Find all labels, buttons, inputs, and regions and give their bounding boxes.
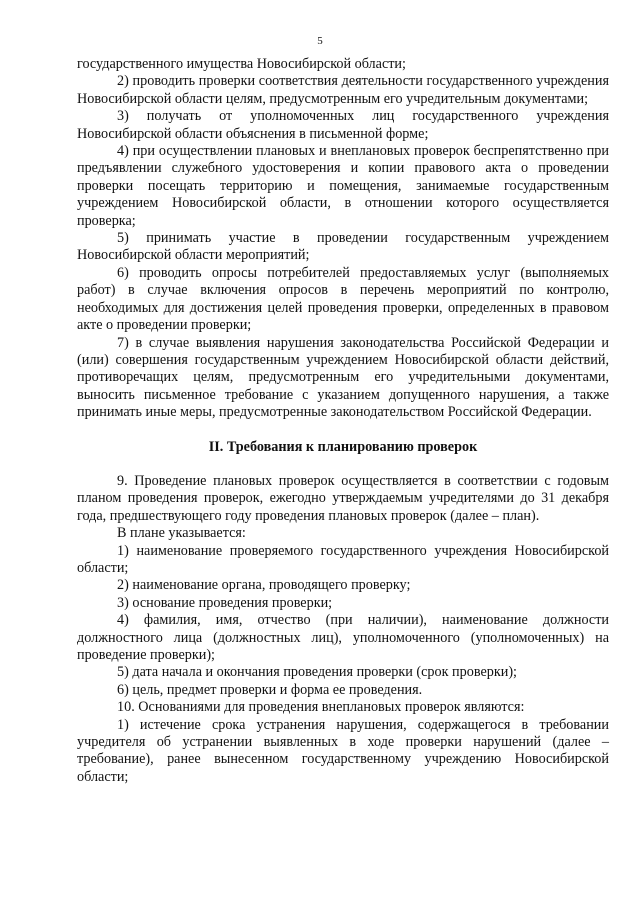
paragraph: 6) цель, предмет проверки и форма ее проведения. xyxy=(117,681,423,698)
paragraph: В плане указывается: xyxy=(117,525,246,542)
paragraphs-after-section xyxy=(77,473,609,786)
paragraph: 1) истечение срока устранения нарушения, содержащегося в требовании учредителя об устранении выявленных в ходе проверки нарушений (далее – требование), ранее вынесенном государственному учреждению Новосибирской области; xyxy=(77,716,609,785)
page-number: 5 xyxy=(317,35,323,47)
paragraph: 10. Основаниями для проведения внеплановых проверок являются: xyxy=(117,699,525,716)
paragraph: 3) получать от уполномоченных лиц государственного учреждения Новосибирской области объяснения в письменной форме; xyxy=(77,108,609,142)
section-title: II. Требования к планированию проверок xyxy=(208,438,478,455)
paragraph: 2) проводить проверки соответствия деятельности государственного учреждения Новосибирской области целям, предусмотренным его учредительным документами; xyxy=(77,73,609,107)
paragraph: государственного имущества Новосибирской области; xyxy=(77,56,406,72)
paragraph: 9. Проведение плановых проверок осуществляется в соответствии с годовым планом проведения проверок, ежегодно утверждаемым учредителями до 31 декабря года, предшествующего году проведения плановых проверок (далее – план). xyxy=(77,472,609,524)
paragraph: 4) при осуществлении плановых и внеплановых проверок беспрепятственно при предъявлении служебного удостоверения и копии правового акта о проведении проверки посещать территорию и помещения, занимаемые государственным учреждением Новосибирской области, в отношении которого осуществляется проверка; xyxy=(77,143,609,229)
paragraph: 3) основание проведения проверки; xyxy=(117,594,333,611)
paragraph: 1) наименование проверяемого государственного учреждения Новосибирской области; xyxy=(77,542,609,576)
paragraph: 5) принимать участие в проведении государственным учреждением Новосибирской области мероприятий; xyxy=(77,230,609,264)
paragraph: 6) проводить опросы потребителей предоставляемых услуг (выполняемых работ) в случае включения опросов в перечень мероприятий по контролю, необходимых для достижения целей проведения проверки, определенных в правовом акте о проведении проверки; xyxy=(77,264,609,334)
paragraph: 7) в случае выявления нарушения законодательства Российской Федерации и (или) совершения государственным учреждением Новосибирской области действий, противоречащих целям, предусмотренным его учредительными документами, выносить письменное требование с указанием допущенного нарушения, а также принимать иные меры, предусмотренные законодательством Российской Федерации. xyxy=(77,334,609,421)
paragraph: 2) наименование органа, проводящего проверку; xyxy=(117,577,411,594)
document-body xyxy=(77,56,609,786)
paragraphs-before-section xyxy=(77,56,609,422)
paragraph: 5) дата начала и окончания проведения проверки (срок проверки); xyxy=(117,664,517,681)
paragraph: 4) фамилия, имя, отчество (при наличии), наименование должности должностного лица (должностных лиц), уполномоченного (уполномоченных) на проведение проверки); xyxy=(77,612,609,663)
